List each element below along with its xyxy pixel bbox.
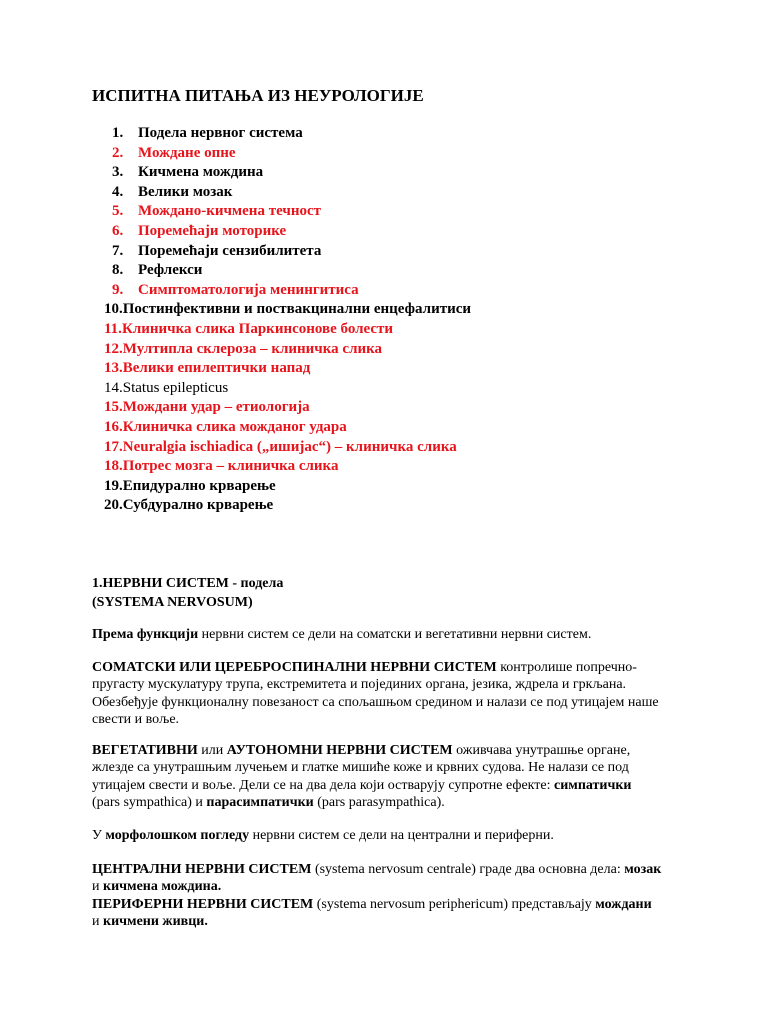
text-run: (pars sympathica) и bbox=[92, 795, 207, 811]
paragraph-somatic bbox=[92, 659, 662, 729]
question-item bbox=[112, 281, 471, 301]
question-item bbox=[104, 300, 471, 320]
question-text: Neuralgia ischiadica („ишијас“) – клиничка слика bbox=[122, 438, 457, 455]
paragraph-function bbox=[92, 626, 662, 643]
bold-phrase: мозак bbox=[624, 862, 662, 877]
question-text: Мултипла склероза – клиничка слика bbox=[122, 340, 383, 357]
question-text: Мождане опне bbox=[138, 144, 236, 161]
question-item bbox=[104, 418, 471, 438]
question-text: Поремећаји моторике bbox=[138, 222, 287, 239]
text-run: оживчава унутрашње органе, жлезде са унутрашњим лучењем и глатке мишиће коже и крвних судова. Не налази се под утицајем свести и воље. Дели се на два дела који остварују супротне ефекте: bbox=[92, 743, 631, 793]
question-number: 17. bbox=[104, 438, 123, 455]
question-item bbox=[112, 124, 471, 144]
question-number: 5. bbox=[112, 203, 124, 220]
question-text: Епидурално крварење bbox=[122, 477, 276, 494]
document-title: ИСПИТНА ПИТАЊА ИЗ НЕУРОЛОГИЈЕ bbox=[92, 86, 424, 105]
question-item bbox=[104, 398, 471, 418]
question-number: 10. bbox=[104, 301, 123, 318]
bold-phrase: Према функцији bbox=[92, 627, 199, 642]
question-number: 9. bbox=[112, 281, 124, 298]
question-item bbox=[112, 163, 471, 183]
question-text: Мождани удар – етиологија bbox=[122, 399, 310, 416]
bold-phrase: СОМАТСКИ ИЛИ ЦЕРЕБРОСПИНАЛНИ НЕРВНИ СИСТЕМ bbox=[92, 660, 497, 675]
section-heading bbox=[92, 574, 283, 612]
question-number: 1. bbox=[112, 125, 124, 141]
question-item bbox=[112, 261, 471, 281]
question-text: Поремећаји сензибилитета bbox=[138, 242, 322, 259]
question-item bbox=[104, 340, 471, 360]
question-item bbox=[112, 144, 471, 164]
question-item bbox=[104, 457, 471, 477]
question-item bbox=[104, 379, 471, 399]
question-number: 7. bbox=[112, 242, 124, 259]
question-text: Симптоматологија менингитиса bbox=[138, 281, 359, 298]
text-run: и bbox=[92, 914, 103, 930]
text-run: нервни систем се дели на централни и периферни. bbox=[249, 828, 554, 843]
question-text: Рефлекси bbox=[138, 262, 203, 279]
question-item bbox=[104, 477, 471, 497]
bold-phrase: мождани bbox=[595, 896, 652, 912]
question-item bbox=[112, 222, 471, 242]
question-item bbox=[104, 359, 471, 379]
question-item bbox=[104, 320, 471, 340]
text-run: нервни систем се дели на соматски и вегетативни нервни систем. bbox=[198, 627, 592, 642]
question-number: 3. bbox=[112, 164, 124, 181]
question-item bbox=[104, 438, 471, 458]
question-number: 15. bbox=[104, 399, 123, 416]
question-text: Велики мозак bbox=[138, 183, 233, 200]
question-number: 6. bbox=[112, 222, 124, 239]
bold-phrase: симпатички bbox=[554, 777, 632, 793]
question-text: Постинфективни и поствакцинални енцефалитиси bbox=[122, 301, 472, 318]
text-run: (systema nervosum periphericum) представљају bbox=[313, 896, 596, 912]
bold-phrase: АУТОНОМНИ НЕРВНИ СИСТЕМ bbox=[226, 743, 453, 758]
question-text: Велики епилептички напад bbox=[122, 360, 311, 377]
question-number: 14. bbox=[104, 379, 123, 396]
question-item bbox=[112, 202, 471, 222]
text-run: У bbox=[92, 828, 106, 843]
question-number: 19. bbox=[104, 477, 123, 494]
question-text: Кичмена мождина bbox=[138, 164, 264, 181]
bold-phrase: ПЕРИФЕРНИ НЕРВНИ СИСТЕМ bbox=[92, 896, 314, 912]
question-item bbox=[112, 183, 471, 203]
bold-phrase: кичмени живци. bbox=[103, 914, 208, 930]
section-heading-line1: 1.НЕРВНИ СИСТЕМ - подела bbox=[92, 576, 284, 591]
paragraph-central-peripheral bbox=[92, 861, 662, 931]
question-item bbox=[112, 242, 471, 262]
question-text: Потрес мозга – клиничка слика bbox=[122, 458, 339, 475]
question-list bbox=[104, 124, 472, 516]
bold-phrase: морфолошком погледу bbox=[105, 828, 250, 843]
paragraph-vegetative bbox=[92, 742, 662, 812]
text-run: или bbox=[197, 743, 227, 758]
question-number: 18. bbox=[104, 458, 123, 475]
question-number: 13. bbox=[104, 360, 123, 377]
question-number: 11. bbox=[104, 320, 122, 337]
bold-phrase: ВЕГЕТАТИВНИ bbox=[92, 743, 198, 758]
question-number: 8. bbox=[112, 262, 124, 279]
paragraph-morphology bbox=[92, 827, 662, 844]
question-number: 2. bbox=[112, 144, 124, 161]
question-number: 4. bbox=[112, 183, 124, 200]
bold-phrase: ЦЕНТРАЛНИ НЕРВНИ СИСТЕМ bbox=[92, 862, 312, 877]
text-run: и bbox=[92, 879, 103, 895]
question-text: Клиничка слика можданог удара bbox=[122, 418, 347, 435]
text-run: контролише попречно-пругасту мускулатуру трупа, екстремитета и појединих органа, језика, ждрела и гркљана. Обезбеђује функционалну повезаност са спољашњом средином и налази се под утицајем наше свести и воље. bbox=[92, 660, 659, 728]
question-text: Субдурално крварење bbox=[122, 497, 274, 514]
text-run: (pars parasympathica). bbox=[313, 795, 445, 811]
text-run: (systema nervosum centrale) граде два основна дела: bbox=[311, 862, 625, 877]
bold-phrase: кичмена мождина. bbox=[103, 879, 222, 895]
section-heading-line2: (SYSTEMA NERVOSUM) bbox=[92, 595, 253, 610]
question-text: Status epilepticus bbox=[122, 379, 229, 396]
question-text: Подела нервног система bbox=[138, 125, 303, 141]
question-item bbox=[104, 496, 471, 516]
bold-phrase: парасимпатички bbox=[206, 795, 314, 811]
question-number: 16. bbox=[104, 418, 123, 435]
question-text: Клиничка слика Паркинсонове болести bbox=[121, 320, 394, 337]
question-number: 20. bbox=[104, 497, 123, 514]
question-text: Мождано-кичмена течност bbox=[138, 203, 321, 220]
question-number: 12. bbox=[104, 340, 123, 357]
